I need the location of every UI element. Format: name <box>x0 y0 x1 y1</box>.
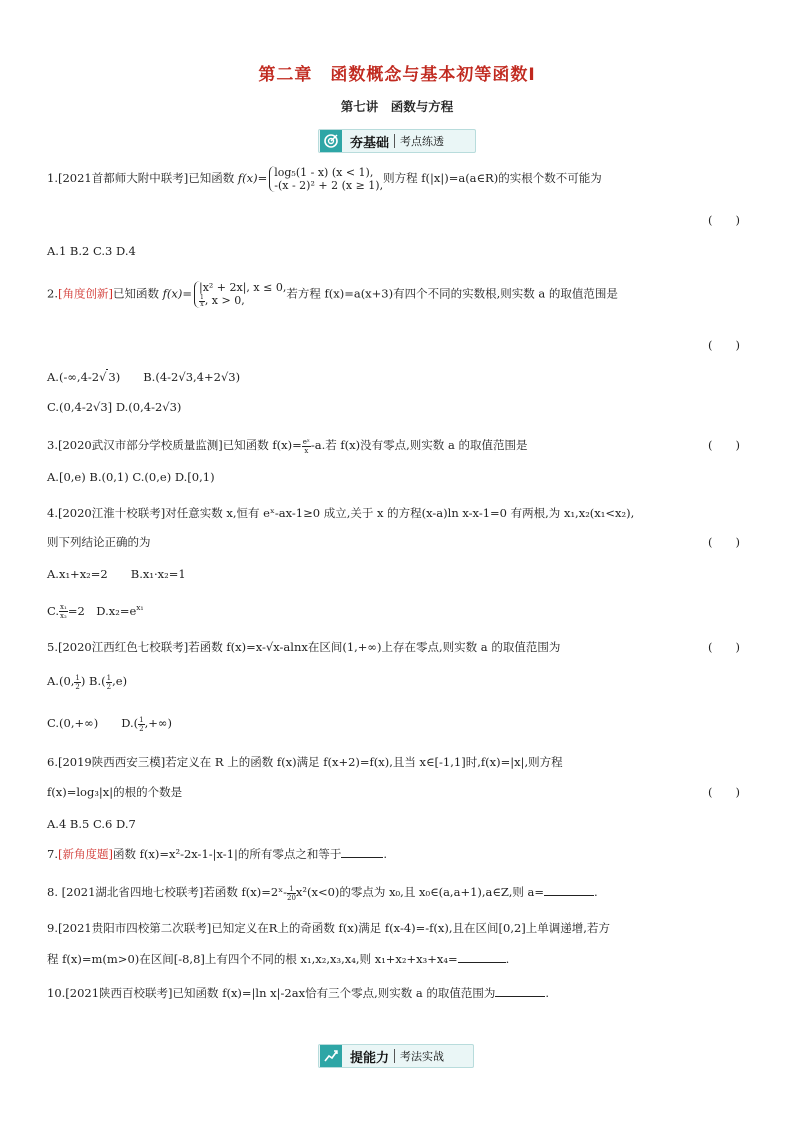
piecewise-brace: log₅(1 - x) (x < 1), -(x - 2)² + 2 (x ≥ 1), <box>269 166 383 192</box>
badge-main-label: 提能力 <box>350 1050 390 1066</box>
question-7: 7.[新角度题]函数 f(x)=x²-2x-1-|x-1|的所有零点之和等于 . <box>47 847 388 861</box>
question-8: 8. [2021湖北省四地七校联考]若函数 f(x)=2ˣ- $\frac{1}{20}$ x²(x<0)的零点为 x₀,且 x₀∈(a,a+1),a∈Z,则 a= . <box>47 884 598 902</box>
options-4-ab: A.x₁+x₂=2 B.x₁·x₂=1 <box>47 567 186 581</box>
answer-paren-1: ( ) <box>708 213 740 227</box>
section-badge-basic <box>318 129 476 153</box>
answer-paren-4: ( ) <box>708 535 740 549</box>
answer-paren-6: ( ) <box>708 785 740 799</box>
question-1: 1.[2021首都师大附中联考]已知函数 f(x)= log₅(1 - x) (x < 1), -(x - 2)² + 2 (x ≥ 1), 则方程 f(|x|)=a(a∈R)的实根个数不可能为 <box>47 166 602 192</box>
options-3: A.[0,e) B.(0,1) C.(0,e) D.[0,1) <box>47 470 215 484</box>
answer-paren-5: ( ) <box>708 640 740 654</box>
chapter-title: 第二章 函数概念与基本初等函数Ⅰ <box>258 65 536 85</box>
tag-innovation: [角度创新] <box>57 286 113 301</box>
options-6: A.4 B.5 C.6 D.7 <box>47 817 136 831</box>
answer-paren-2: ( ) <box>708 338 740 352</box>
badge-sub-label: 考法实战 <box>400 1050 445 1063</box>
question-9-line2: 程 f(x)=m(m>0)在区间[-8,8]上有四个不同的根 x₁,x₂,x₃,x₄,则 x₁+x₂+x₃+x₄= . <box>47 952 510 966</box>
question-2: 2.[角度创新]已知函数 f(x)= |x² + 2x|, x ≤ 0, $\frac{1}{x}$ , x > 0, 若方程 f(x)=a(x+3)有四个不同的实数根,则实数 a 的取值范围是 <box>47 281 618 308</box>
target-icon <box>320 130 342 152</box>
question-10: 10.[2021陕西百校联考]已知函数 f(x)=|ln x|-2ax恰有三个零点,则实数 a 的取值范围为 . <box>47 986 550 1000</box>
lecture-title: 第七讲 函数与方程 <box>340 99 454 114</box>
question-4-line2: 则下列结论正确的为 <box>47 535 151 549</box>
tag-new-angle: [新角度题] <box>57 847 113 861</box>
options-4-cd: C. $\frac{\text{x₁}}{\text{x₂}}$ =2 $D.x_2=e^{x_1}$ <box>47 603 144 621</box>
question-9-line1: 9.[2021贵阳市四校第二次联考]已知定义在R上的奇函数 f(x)满足 f(x-4)=-f(x),且在区间[0,2]上单调递增,若方 <box>47 921 610 935</box>
answer-blank-8 <box>544 884 594 896</box>
options-5-ab: A.(0, $\frac{1}{2}$ ) B.( $\frac{1}{2}$ ,e) <box>47 673 128 691</box>
options-1: A.1 B.2 C.3 D.4 <box>47 244 136 258</box>
question-6-line2: f(x)=log₃|x|的根的个数是 <box>47 785 183 799</box>
question-5: 5.[2020江西红色七校联考]若函数 f(x)=x-√x-alnx在区间(1,+∞)上存在零点,则实数 a 的取值范围为 <box>47 640 561 654</box>
answer-blank-7 <box>341 846 383 858</box>
options-2-cd: C.(0,4-2√3] D.(0,4-2√3) <box>47 400 182 414</box>
question-3: 3.[2020武汉市部分学校质量监测]已知函数 f(x)= $\frac{\text{eˣ}}{x}$ -a.若 f(x)没有零点,则实数 a 的取值范围是 <box>47 437 528 455</box>
answer-blank-10 <box>495 985 545 997</box>
answer-blank-9 <box>458 951 506 963</box>
question-6-line1: 6.[2019陕西西安三模]若定义在 R 上的函数 f(x)满足 f(x+2)=f(x),且当 x∈[-1,1]时,f(x)=|x|,则方程 <box>47 755 563 769</box>
options-2-ab: A.(-∞,4-2√ 3) B.(4-2√3,4+2√3) <box>47 370 241 384</box>
options-5-cd: C.(0,+∞) D.( $\frac{1}{2}$ ,+∞) <box>47 715 172 733</box>
chart-icon <box>320 1045 342 1067</box>
section-badge-ability <box>318 1044 474 1068</box>
badge-main-label: 夯基础 <box>350 135 390 151</box>
answer-paren-3: ( ) <box>708 438 740 452</box>
question-4-line1: 4.[2020江淮十校联考]对任意实数 x,恒有 eˣ-ax-1≥0 成立,关于 x 的方程(x-a)ln x-x-1=0 有两根,为 x₁,x₂(x₁<x₂), <box>47 506 635 520</box>
badge-sub-label: 考点练透 <box>400 135 445 148</box>
